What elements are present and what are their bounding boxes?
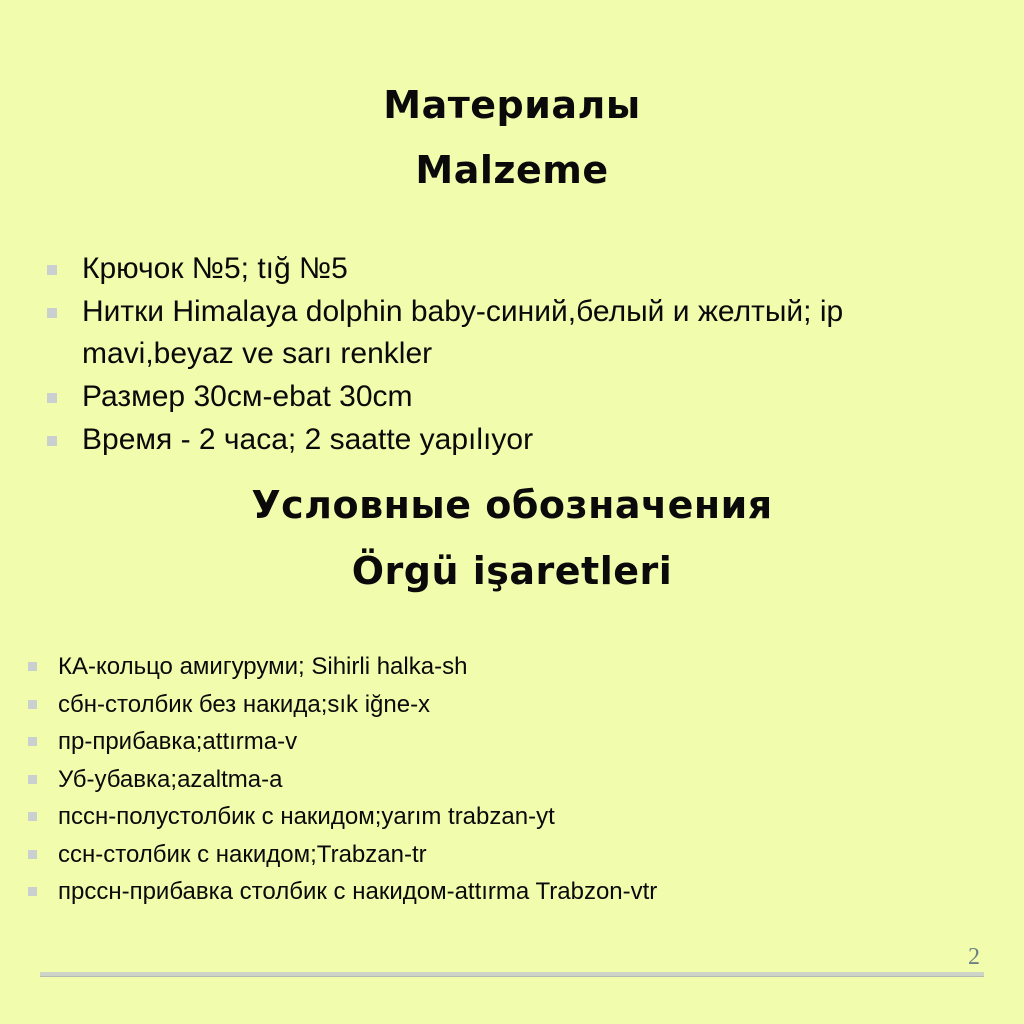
symbols-list (58, 648, 978, 911)
bullet-square-icon (28, 887, 37, 896)
bullet-square-icon (47, 436, 57, 446)
materials-list (82, 248, 982, 462)
list-item (82, 419, 982, 461)
list-item (58, 836, 978, 874)
list-item (58, 873, 978, 911)
materials-item-text: Нитки Himalaya dolphin baby-синий,белый и желтый; ip mavi,beyaz ve sarı renkler (82, 295, 844, 370)
symbols-heading-ru: Условные обозначения (251, 483, 773, 527)
bullet-square-icon (28, 812, 37, 821)
list-item (82, 291, 982, 375)
materials-item-text: Размер 30см-ebat 30cm (82, 380, 413, 413)
page-number: 2 (968, 944, 980, 970)
symbol-item-text: КА-кольцо амигуруми; Sihirli halka-sh (58, 653, 468, 680)
footer-divider (40, 972, 984, 977)
symbol-item-text: пссн-полустолбик с накидом;yarım trabzan-yt (58, 803, 555, 830)
list-item (82, 376, 982, 418)
symbol-item-text: прссн-прибавка столбик с накидом-attırma Trabzon-vtr (58, 878, 658, 905)
symbol-item-text: пр-прибавка;attırma-v (58, 728, 298, 755)
bullet-square-icon (47, 308, 57, 318)
list-item (58, 761, 978, 799)
materials-item-text: Крючок №5; tığ №5 (82, 252, 348, 285)
bullet-square-icon (28, 850, 37, 859)
bullet-square-icon (47, 393, 57, 403)
materials-item-text: Время - 2 часа; 2 saatte yapılıyor (82, 423, 534, 456)
bullet-square-icon (28, 662, 37, 671)
bullet-square-icon (28, 737, 37, 746)
list-item (82, 248, 982, 290)
list-item (58, 798, 978, 836)
symbol-item-text: Уб-убавка;azaltma-a (58, 765, 283, 793)
materials-heading-ru: Материалы (383, 83, 641, 127)
symbol-item-text: сбн-столбик без накида;sık iğne-x (58, 690, 431, 718)
bullet-square-icon (28, 700, 37, 709)
symbol-item-text: ссн-столбик с накидом;Trabzan-tr (58, 840, 427, 868)
list-item (58, 723, 978, 761)
materials-heading-tr: Malzeme (415, 148, 609, 192)
symbols-heading-tr: Örgü işaretleri (351, 549, 673, 593)
list-item (58, 686, 978, 724)
bullet-square-icon (28, 775, 37, 784)
bullet-square-icon (47, 265, 57, 275)
list-item (58, 648, 978, 686)
